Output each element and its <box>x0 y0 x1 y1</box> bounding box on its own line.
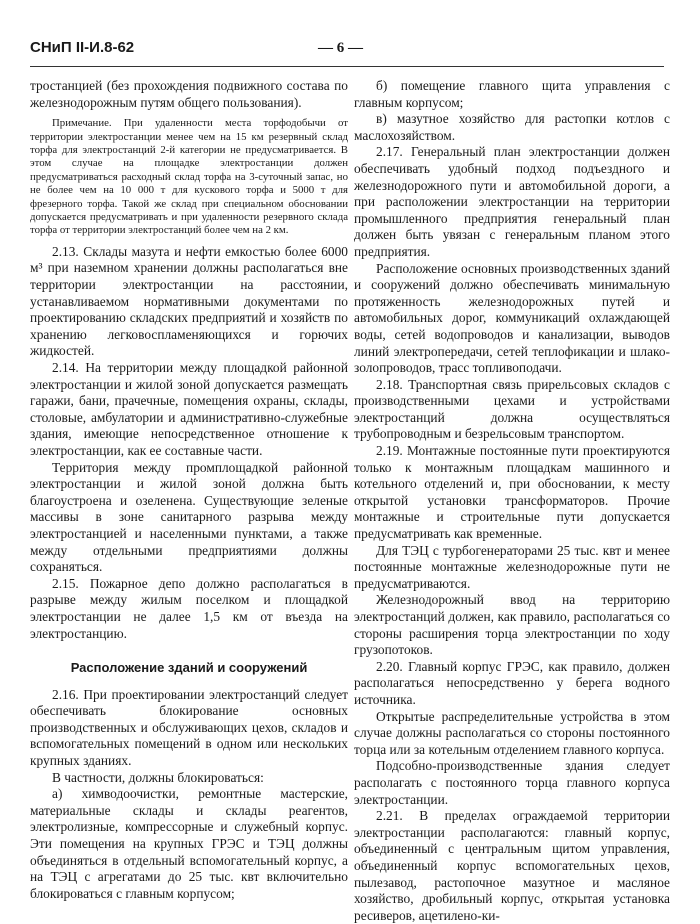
paragraph-2-16: 2.16. При проектировании электростанций следует обеспечивать блокирование основных производственных и обслуживающих цехов, складов и вспомогательных помещений в одном или нескольких крупных зданиях. <box>30 686 348 769</box>
right-column <box>354 78 670 924</box>
paragraph-2-13: 2.13. Склады мазута и нефти емкостью более 6000 м³ при наземном хранении должны располагаться вне территории электростанции на расстоянии, устанавливаемом нормативными документами по проектированию складских предприятий и хозяйств по хранению легковоспламеняющихся и горючих жидкостей. <box>30 243 348 359</box>
paragraph-2-15: 2.15. Пожарное депо должно располагаться в разрыве между жилым поселком и площадкой электростанции не далее 1,5 км от въезда на электростанцию. <box>30 575 348 641</box>
left-column <box>30 78 348 902</box>
paragraph-2-20: 2.20. Главный корпус ГРЭС, как правило, должен располагаться непосредственно у берега водного источника. <box>354 658 670 707</box>
paragraph-2-19: 2.19. Монтажные постоянные пути проектируются только к монтажным площадкам машинного и котельного отделений и, при обосновании, к месту открытой установки трансформаторов. Прочие монтажные и строительные пути допускается предусматривать как временные. <box>354 443 670 542</box>
paragraph-2-17: 2.17. Генеральный план электростанции должен обеспечивать удобный подход подъездного и железнодорожного пути и автомобильной дороги, а при расположении электростанции на территории промышленного предприятия генеральный план должен быть увязан с генеральным планом этого предприятия. <box>354 144 670 259</box>
section-heading: Расположение зданий и сооружений <box>70 660 308 676</box>
header-rule <box>30 66 664 67</box>
paragraph-2-20-aux: Подсобно-производственные здания следует располагать с постоянного торца главного корпуса электростанции. <box>354 758 670 807</box>
document-code: СНиП II-И.8-62 <box>30 39 135 56</box>
paragraph-2-19-rail: Железнодорожный ввод на территорию электростанций должен, как правило, располагаться со стороны расширения торца электростанции по ходу грузопотоков. <box>354 592 670 658</box>
list-item-b: б) помещение главного щита управления с главным корпусом; <box>354 78 670 110</box>
paragraph-2-21: 2.21. В пределах ограждаемой территории электростанции располагаются: главный корпус, объединенный с центральным щитом управления, объединенный корпус вспомогательных цехов, пылезавод, растопочное мазутное и масляное хозяйство, дробильный корпус, открытая установка ресиверов, ацетилено-ки- <box>354 808 670 923</box>
page-number: — 6 — <box>318 40 363 56</box>
list-item-v: в) мазутное хозяйство для растопки котлов с маслохозяйством. <box>354 111 670 143</box>
paragraph-2-20-switchgear: Открытые распределительные устройства в этом случае должны располагаться со стороны постоянного торца или за котельным отделением главного корпуса. <box>354 708 670 757</box>
paragraph-2-16-list-intro: В частности, должны блокироваться: <box>52 769 264 785</box>
paragraph-continuation: тростанцией (без прохождения подвижного состава по железнодорожным путям общего пользования). <box>30 78 348 110</box>
paragraph-2-14: 2.14. На территории между площадкой районной электростанции и жилой зоной допускается размещать гаражи, бани, прачечные, помещения охраны, склады, столовые, амбулатории и административно-служебные здания, имеющие непосредственное отношение к электростанции, как ее составные части. <box>30 360 348 458</box>
paragraph-2-19-tec: Для ТЭЦ с турбогенераторами 25 тыс. квт и менее постоянные монтажные железнодорожные пути не предусматриваются. <box>354 542 670 591</box>
note-paragraph: Примечание. При удаленности места торфодобычи от территории электростанции менее чем на 15 км резервный склад торфа для электростанций 2-й категории не предусматривается. В этом случае на площадке электростанции должен предусматриваться расходный склад торфа на 3-суточный запас, но не более чем на 10 000 т для кускового торфа и 5000 т для фрезерного торфа. Такой же склад при специальном обосновании допускается предусматривать и при удаленности резервного склада торфа от территории электростанций более чем на 2 км. <box>30 117 348 237</box>
list-item-a: а) химводоочистки, ремонтные мастерские, материальные склады и склады реагентов, электролизные, компрессорные и служебный корпус. Эти помещения на крупных ГРЭС и ТЭЦ должны объединяться в отдельный вспомогательный корпус, а на ТЭЦ с агрегатами до 25 тыс. квт включительно блокироваться с главным корпусом; <box>30 786 348 901</box>
paragraph-2-14-territory: Территория между промплощадкой районной электростанции и жилой зоной должна быть благоустроена и озеленена. Существующие зеленые массивы в зоне санитарного разрыва между электростанцией и населенными пунктами, а также между отдельными предприятиями должны сохраняться. <box>30 459 348 575</box>
paragraph-2-17-layout: Расположение основных производственных зданий и сооружений должно обеспечивать минимальную протяженность железнодорожных путей и автомобильных дорог, коммуникаций охлаждающей воды, сетей водопроводов и канализации, выводов линий электропередачи, сетей теплофикации и шлако-золопроводов, трасс топливоподачи. <box>354 260 670 376</box>
paragraph-2-18: 2.18. Транспортная связь прирельсовых складов с производственными цехами и устройствами электростанций должна осуществляться трубопроводным и безрельсовым транспортом. <box>354 376 670 442</box>
